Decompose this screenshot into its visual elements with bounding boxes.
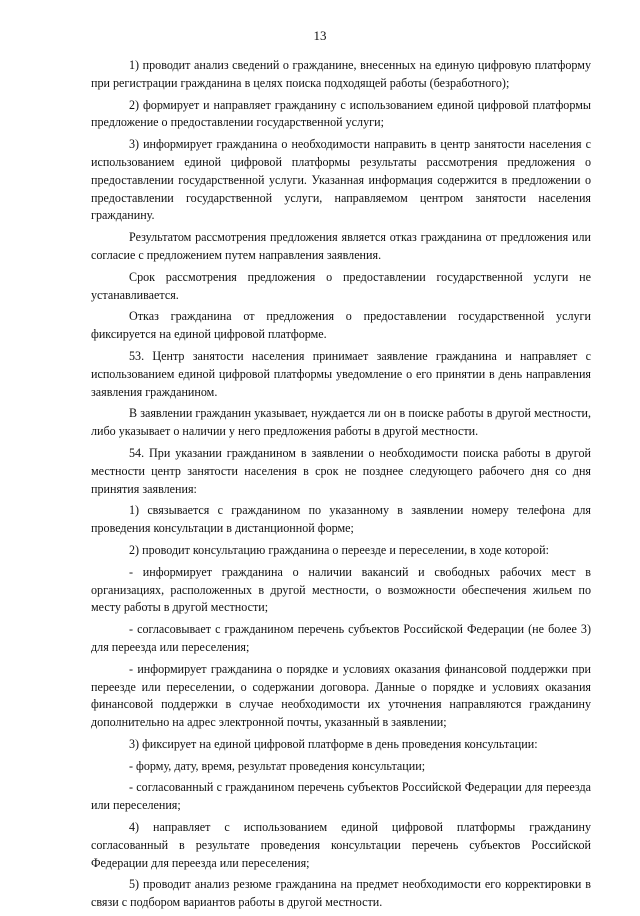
paragraph: 1) проводит анализ сведений о гражданине, внесенных на единую цифровую платформу при регистрации гражданина в целях поиска подходящей работы (безработного);	[91, 58, 591, 90]
paragraph: 3) фиксирует на единой цифровой платформе в день проведения консультации:	[129, 736, 538, 751]
paragraph: 53. Центр занятости населения принимает заявление гражданина и направляет с использованием единой цифровой платформы уведомление о его принятии в день направления заявления гражданином.	[91, 348, 591, 399]
paragraph: - согласовывает с гражданином перечень субъектов Российской Федерации (не более 3) для переезда или переселения;	[91, 622, 591, 654]
paragraph: 4) направляет с использованием единой цифровой платформы гражданину согласованный в результате проведения консультации перечень субъектов Российской Федерации для переезда или переселения;	[91, 820, 591, 870]
paragraph: - информирует гражданина о наличии вакансий и свободных рабочих мест в организациях, расположенных в другой местности, о возможности обеспечения жильем по месту работы в другой местности;	[91, 564, 591, 615]
paragraph: 5) проводит анализ резюме гражданина на предмет необходимости его корректировки в связи с подбором вариантов работы в другой местности.	[91, 877, 591, 910]
paragraph: 2) проводит консультацию гражданина о переезде и переселении, в ходе которой:	[129, 542, 549, 557]
paragraph: - согласованный с гражданином перечень субъектов Российской Федерации для переезда или переселения;	[91, 780, 591, 813]
paragraph: - форму, дату, время, результат проведения консультации;	[129, 758, 426, 773]
paragraph: 3) информирует гражданина о необходимости направить в центр занятости населения с использованием единой цифровой платформы результаты рассмотрения предложения о предоставлении государственной услуги. Указанная информация содержится в предложении о предоставлении государственной услуги, направляемом центром занятости населения гражданину.	[91, 137, 591, 223]
paragraph: Результатом рассмотрения предложения является отказ гражданина от предложения или согласие с предложением путем направления заявления.	[91, 230, 591, 262]
paragraph: - информирует гражданина о порядке и условиях оказания финансовой поддержки при переезде или переселении, о содержании договора. Данные о порядке и условиях оказания финансовой поддержки в случае необходимости их уточнения направляются гражданину дополнительно на адрес электронной почты, указанный в заявлении;	[91, 661, 591, 730]
paragraph: 1) связывается с гражданином по указанному в заявлении номеру телефона для проведения консультации в дистанционной форме;	[91, 503, 591, 536]
paragraph: 54. При указании гражданином в заявлении о необходимости поиска работы в другой местности центр занятости населения в срок не позднее следующего рабочего дня со дня принятия заявления:	[91, 445, 591, 496]
paragraph: В заявлении гражданин указывает, нуждается ли он в поиске работы в другой местности, либо указывает о наличии у него предложения работы в другой местности.	[91, 406, 591, 439]
document-body	[91, 57, 591, 916]
paragraph: Срок рассмотрения предложения о предоставлении государственной услуги не устанавливается.	[91, 269, 591, 302]
paragraph: 2) формирует и направляет гражданину с использованием единой цифровой платформы предложение о предоставлении государственной услуги;	[91, 97, 591, 130]
paragraph: Отказ гражданина от предложения о предоставлении государственной услуги фиксируется на единой цифровой платформе.	[91, 309, 591, 342]
page-number: 13	[313, 28, 327, 43]
